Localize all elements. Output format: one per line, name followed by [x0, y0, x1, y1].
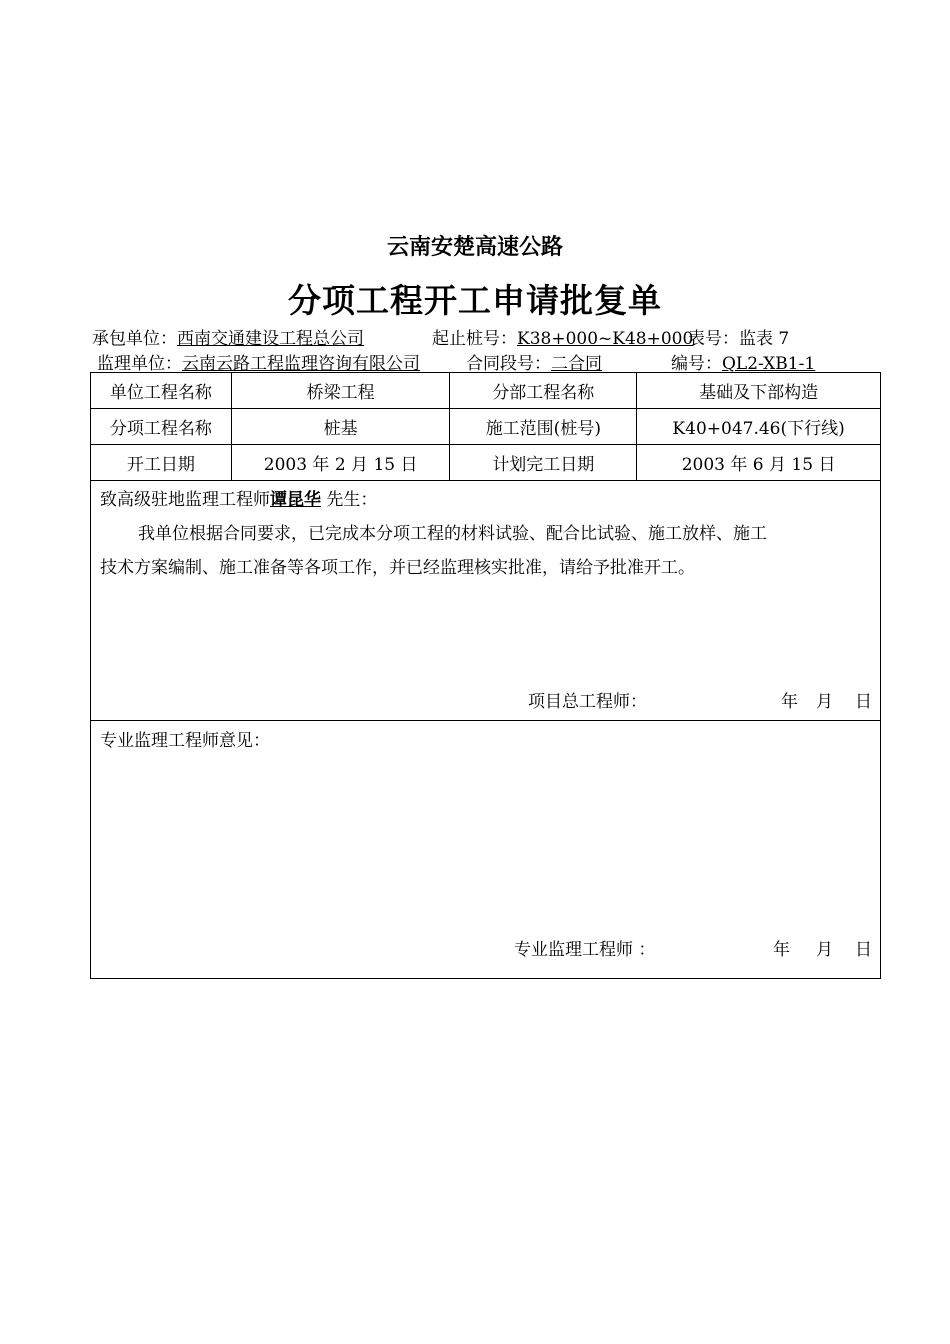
supervisor-value: 云南云路工程监理咨询有限公司: [182, 354, 420, 374]
table-cell: 分部工程名称: [450, 373, 637, 409]
request-body-line: 技术方案编制、施工准备等各项工作，并已经监理核实批准，请给予批准开工。: [100, 558, 695, 578]
date-month-label: 月: [816, 692, 833, 712]
chief-engineer-signature-label: 项目总工程师：: [528, 692, 647, 712]
addressee-prefix: 致高级驻地监理工程师: [100, 490, 270, 510]
form-number: 表号：监表 7: [688, 329, 790, 349]
table-cell: 2003 年 2 月 15 日: [231, 445, 450, 481]
opinion-section: [90, 721, 881, 979]
table-row: [91, 409, 881, 445]
supervisor-signature-label: 专业监理工程师 ：: [514, 940, 656, 960]
header-line-2: [97, 349, 420, 374]
station-range: [432, 324, 693, 349]
opinion-label: 专业监理工程师意见：: [100, 731, 270, 751]
contract-label: 合同段号：: [466, 354, 551, 374]
table-cell: 2003 年 6 月 15 日: [637, 445, 881, 481]
table-cell: 分项工程名称: [91, 409, 232, 445]
code-number: [671, 349, 815, 374]
table-row: [91, 445, 881, 481]
table-cell: K40+047.46(下行线): [637, 409, 881, 445]
table-cell: 开工日期: [91, 445, 232, 481]
addressee-suffix: 先生：: [326, 490, 378, 510]
table-cell: 桩基: [231, 409, 450, 445]
station-value: K38+000~K48+000: [517, 329, 694, 349]
info-table: [90, 372, 881, 481]
table-cell: 施工范围(桩号): [450, 409, 637, 445]
table-cell: 桥梁工程: [231, 373, 450, 409]
code-value: QL2-XB1-1: [722, 354, 816, 374]
contractor-label: 承包单位：: [92, 329, 177, 349]
date-day-label: 日: [855, 940, 872, 960]
table-cell: 单位工程名称: [91, 373, 232, 409]
document-title: 分项工程开工申请批复单: [288, 281, 662, 320]
date-year-label: 年: [781, 692, 798, 712]
contract-section: [466, 349, 602, 374]
station-label: 起止桩号：: [432, 329, 517, 349]
date-day-label: 日: [855, 692, 872, 712]
table-row: [91, 373, 881, 409]
table-cell: 计划完工日期: [450, 445, 637, 481]
date-year-label: 年: [773, 940, 790, 960]
request-body-line: 我单位根据合同要求，已完成本分项工程的材料试验、配合比试验、施工放样、施工: [138, 524, 767, 544]
header-line-1: [92, 324, 364, 349]
request-section: [90, 481, 881, 721]
date-month-label: 月: [816, 940, 833, 960]
table-cell: 基础及下部构造: [637, 373, 881, 409]
contractor-value: 西南交通建设工程总公司: [177, 329, 364, 349]
addressee-line: [100, 485, 377, 510]
supervisor-label: 监理单位：: [97, 354, 182, 374]
engineer-name: 谭昆华: [270, 490, 321, 510]
code-label: 编号：: [671, 354, 722, 374]
document-subtitle: 云南安楚高速公路: [386, 235, 563, 260]
contract-value: 二合同: [551, 354, 602, 374]
